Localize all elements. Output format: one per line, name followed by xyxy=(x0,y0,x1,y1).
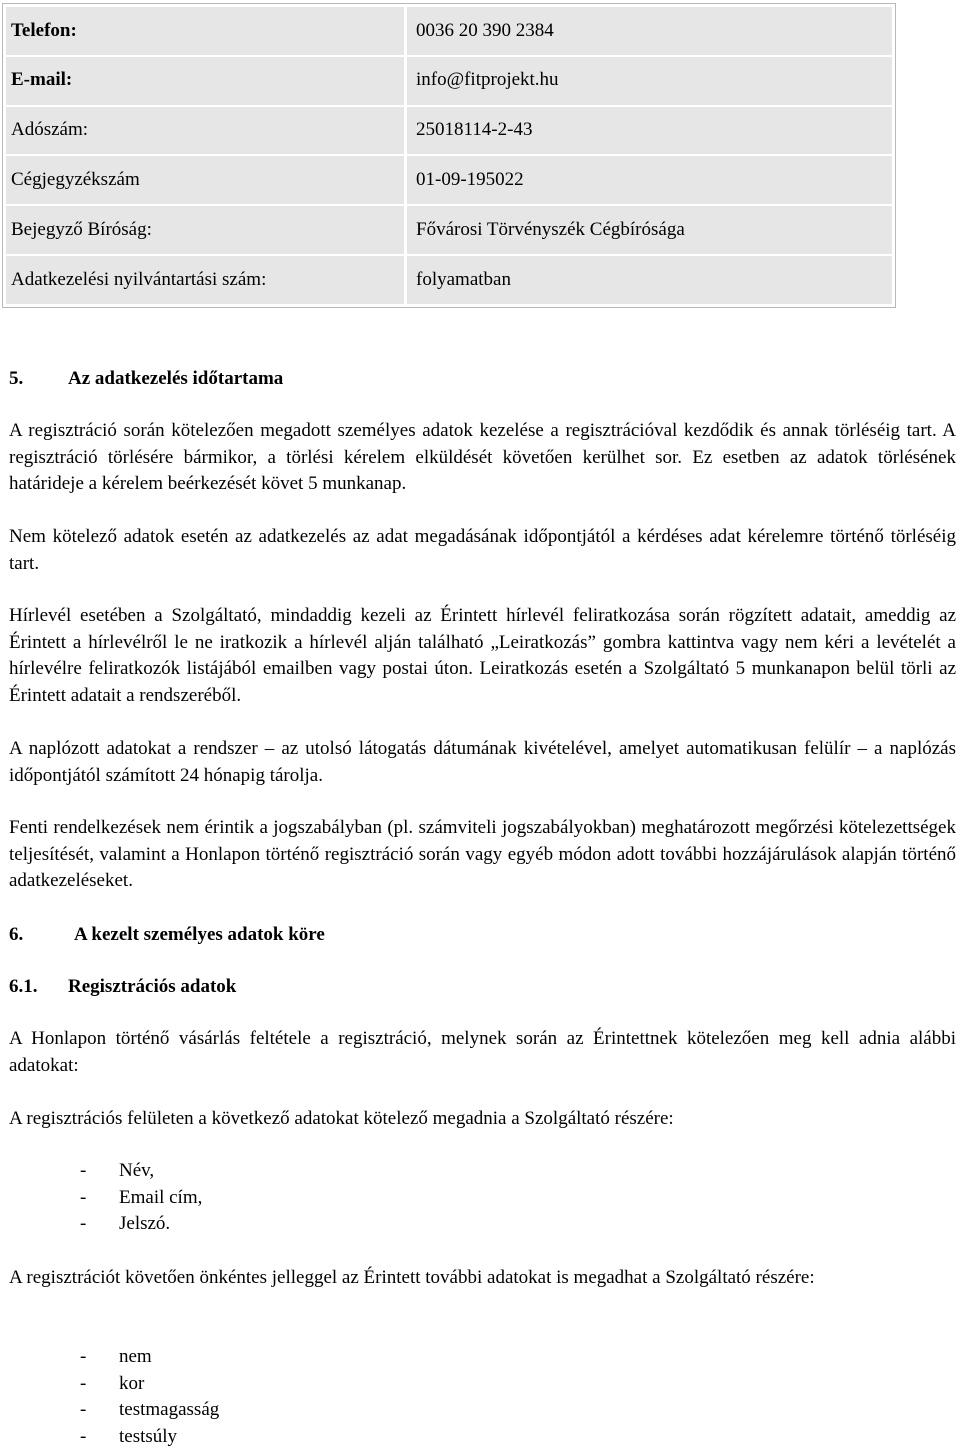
info-row-data-registry-number xyxy=(6,256,892,306)
info-row-tax-number xyxy=(6,107,892,157)
paragraph: A regisztrációs felületen a következő adatokat kötelező megadnia a Szolgáltató részére: xyxy=(9,1108,674,1129)
info-value: Fővárosi Törvényszék Cégbírósága xyxy=(407,206,892,256)
list-item: - Név, xyxy=(80,1160,155,1181)
optional-data-list xyxy=(9,1344,956,1450)
info-value: folyamatban xyxy=(407,256,892,306)
info-row-court xyxy=(6,206,892,256)
info-row-email xyxy=(6,57,892,107)
info-label: Adószám: xyxy=(6,107,404,157)
info-label: E-mail: xyxy=(6,57,404,107)
list-item: - nem xyxy=(80,1346,152,1367)
info-label: Adatkezelési nyilvántartási szám: xyxy=(6,256,404,306)
paragraph: A regisztrációt követően önkéntes jelleggel az Érintett további adatokat is megadhat a Szolgáltató részére: xyxy=(9,1267,815,1288)
section-5-heading xyxy=(9,366,956,393)
paragraph: A regisztráció során kötelezően megadott személyes adatok kezelése a regisztrációval kezdődik és annak törléséig tart. A regisztráció törlésére bármikor, a törlési kérelem elküldését követően kerülhet sor. Ez esetben az adatok törlésének határideje a kérelem beérkezését követ 5 munkanap. xyxy=(9,420,956,494)
list-item: - Email cím, xyxy=(80,1186,203,1208)
section-title: Regisztrációs adatok xyxy=(68,976,237,997)
paragraph: A naplózott adatokat a rendszer – az utolsó látogatás dátumának kivételével, amelyet automatikusan felülír – a naplózás időpontjától számított 24 hónapig tárolja. xyxy=(9,738,956,786)
list-item: - Jelszó. xyxy=(80,1213,171,1234)
paragraph: Fenti rendelkezések nem érintik a jogszabályban (pl. számviteli jogszabályokban) meghatározott megőrzési kötelezettségek teljesítését, valamint a Honlapon történő regisztráció során vagy egyéb módon adott további hozzájárulások alapján történő adatkezeléseket. xyxy=(9,817,956,891)
section-title: A kezelt személyes adatok köre xyxy=(74,924,325,945)
section-6-heading xyxy=(9,922,956,949)
info-value: 01-09-195022 xyxy=(407,156,892,206)
info-label: Bejegyző Bíróság: xyxy=(6,206,404,256)
section-number: 5. xyxy=(9,368,24,389)
paragraph: Hírlevél esetében a Szolgáltató, mindaddig kezeli az Érintett hírlevél feliratkozása során rögzített adatait, ameddig az Érintett a hírlevélről le ne iratkozik a hírlevél alján található „Leiratkozás” gombra kattintva vagy nem kéri a levételét a hírlevélre feliratkozók listájából emailben vagy postai úton. Leiratkozás esetén a Szolgáltató 5 munkanapon belül törli az Érintett adatait a rendszeréből. xyxy=(9,605,956,706)
paragraph: A Honlapon történő vásárlás feltétele a regisztráció, melynek során az Érintettnek kötelezően meg kell adnia alábbi adatokat: xyxy=(9,1028,956,1076)
info-row-phone xyxy=(6,7,892,57)
company-info-table xyxy=(2,3,896,308)
section-number: 6.1. xyxy=(9,976,38,997)
section-number: 6. xyxy=(9,924,24,945)
list-item: - testsúly xyxy=(80,1425,178,1447)
section-title: Az adatkezelés időtartama xyxy=(68,368,284,389)
info-label: Telefon: xyxy=(6,7,404,57)
list-item: - testmagasság xyxy=(80,1399,220,1420)
info-row-company-reg-number xyxy=(6,156,892,206)
info-value: info@fitprojekt.hu xyxy=(407,57,892,107)
info-label: Cégjegyzékszám xyxy=(6,156,404,206)
required-data-list xyxy=(9,1158,956,1238)
list-item: - kor xyxy=(80,1372,145,1394)
paragraph: Nem kötelező adatok esetén az adatkezelés az adat megadásának időpontjától a kérdéses adat kérelemre történő törléséig tart. xyxy=(9,526,956,574)
info-value: 25018114-2-43 xyxy=(407,107,892,157)
info-value: 0036 20 390 2384 xyxy=(407,7,892,57)
section-6-1-heading xyxy=(9,974,956,1001)
